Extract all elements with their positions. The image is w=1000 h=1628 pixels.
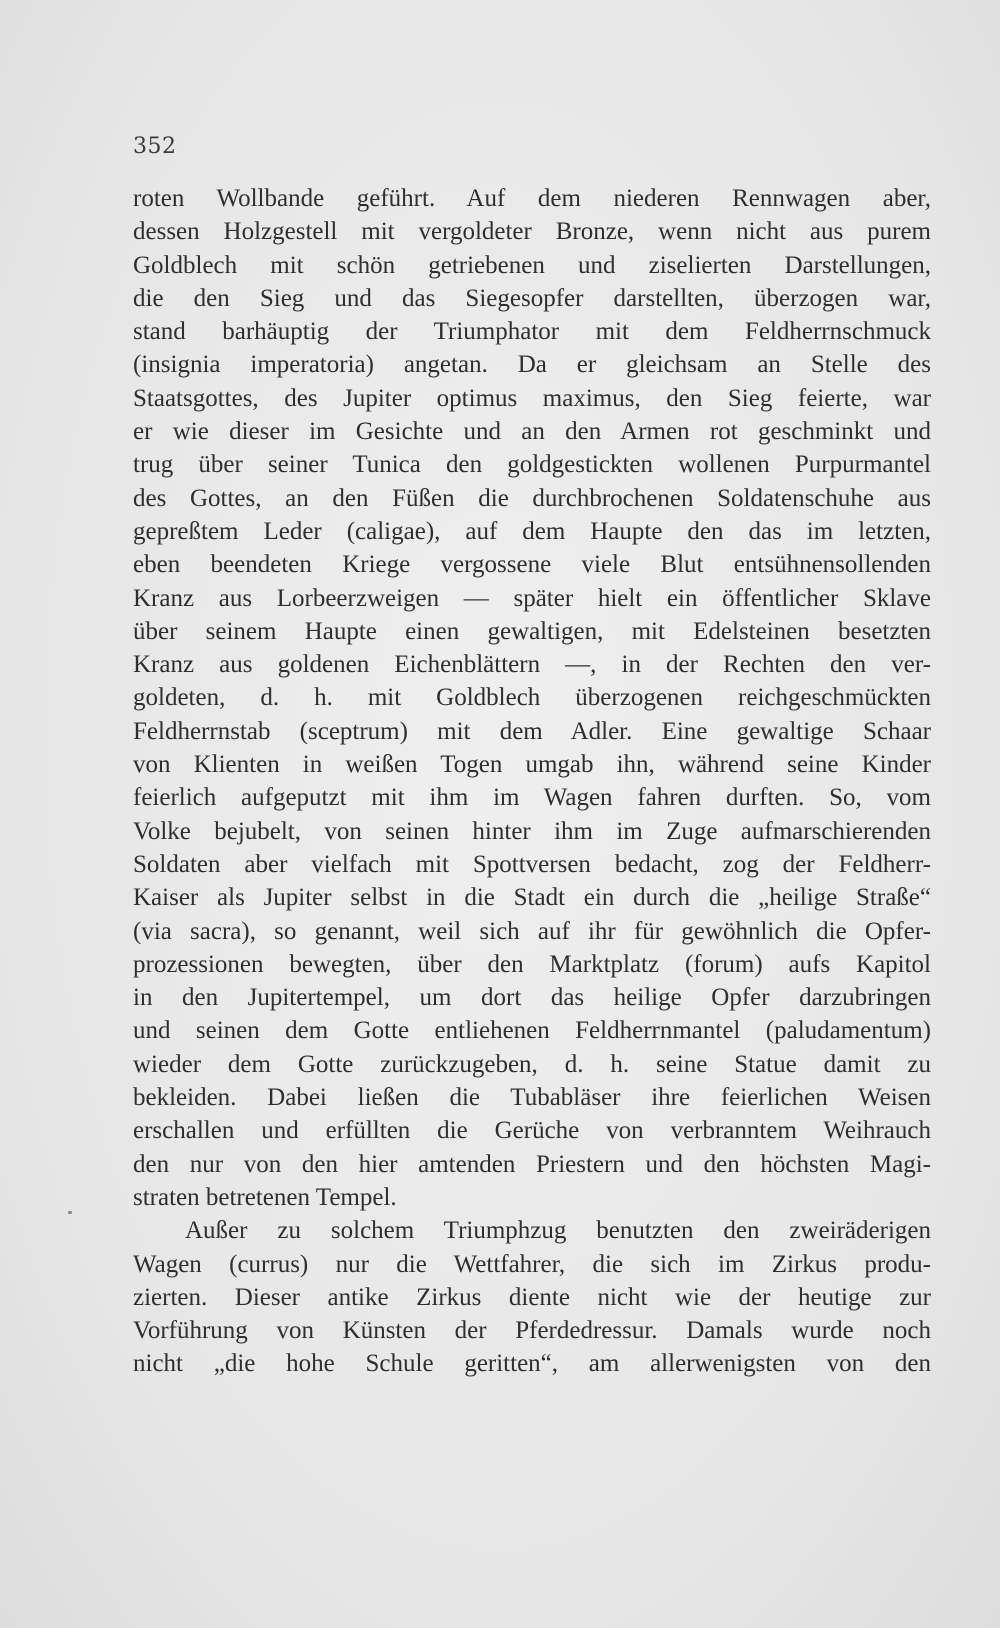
page-number: 352	[133, 134, 177, 159]
text-line: Goldblech mit schön getriebenen und ziselierten Darstellungen,	[133, 251, 931, 279]
text-line: roten Wollbande geführt. Auf dem niederen Rennwagen aber,	[133, 185, 931, 212]
text-line: er wie dieser im Gesichte und an den Armen rot geschminkt und	[133, 418, 931, 446]
text-line: in den Jupitertempel, um dort das heilige Opfer darzubringen	[133, 984, 931, 1012]
text-line: bekleiden. Dabei ließen die Tubabläser ihre feierlichen Weisen	[133, 1084, 931, 1112]
body-text	[133, 182, 931, 1381]
text-line: Soldaten aber vielfach mit Spottversen bedacht, zog der Feldherr-	[133, 850, 931, 878]
text-line: die den Sieg und das Siegesopfer darstellten, überzogen war,	[133, 284, 931, 312]
text-line: Kranz aus goldenen Eichenblättern —, in der Rechten den ver-	[133, 651, 931, 679]
text-line: des Gottes, an den Füßen die durchbrochenen Soldatenschuhe aus	[133, 484, 931, 512]
text-line: (insignia imperatoria) angetan. Da er gleichsam an Stelle des	[133, 351, 931, 379]
paragraph-end-line: straten betretenen Tempel.	[133, 1183, 397, 1211]
text-line: über seinem Haupte einen gewaltigen, mit Edelsteinen besetzten	[133, 617, 931, 645]
text-line: erschallen und erfüllten die Gerüche von verbranntem Weihrauch	[133, 1117, 931, 1145]
text-line: eben beendeten Kriege vergossene viele Blut entsühnensollenden	[133, 551, 931, 579]
text-line: goldeten, d. h. mit Goldblech überzogenen reichgeschmückten	[133, 684, 931, 712]
text-line: trug über seiner Tunica den goldgestickten wollenen Purpurmantel	[133, 451, 931, 479]
text-line: Vorführung von Künsten der Pferdedressur. Damals wurde noch	[133, 1317, 931, 1345]
text-line: Feldherrnstab (sceptrum) mit dem Adler. Eine gewaltige Schaar	[133, 717, 931, 745]
text-line: gepreßtem Leder (caligae), auf dem Haupte den das im letzten,	[133, 517, 931, 545]
text-line: Staatsgottes, des Jupiter optimus maximus, den Sieg feierte, war	[133, 384, 931, 412]
paragraph-start-line: Außer zu solchem Triumphzug benutzten den zweiräderigen	[185, 1217, 931, 1245]
text-line: wieder dem Gotte zurückzugeben, d. h. seine Statue damit zu	[133, 1050, 931, 1078]
text-line: von Klienten in weißen Togen umgab ihn, während seine Kinder	[133, 751, 931, 779]
text-line: stand barhäuptig der Triumphator mit dem Feldherrnschmuck	[133, 318, 931, 346]
text-line: Wagen (currus) nur die Wettfahrer, die sich im Zirkus produ-	[133, 1250, 931, 1278]
text-line: Volke bejubelt, von seinen hinter ihm im Zuge aufmarschierenden	[133, 817, 931, 845]
text-line: dessen Holzgestell mit vergoldeter Bronze, wenn nicht aus purem	[133, 218, 931, 246]
text-line: prozessionen bewegten, über den Marktplatz (forum) aufs Kapitol	[133, 950, 931, 978]
text-line: den nur von den hier amtenden Priestern und den höchsten Magi-	[133, 1150, 931, 1178]
text-line: Kranz aus Lorbeerzweigen — später hielt ein öffentlicher Sklave	[133, 584, 931, 612]
text-line: (via sacra), so genannt, weil sich auf ihr für gewöhnlich die Opfer-	[133, 917, 931, 945]
text-line: zierten. Dieser antike Zirkus diente nicht wie der heutige zur	[133, 1283, 931, 1311]
scan-speck	[68, 1211, 72, 1214]
text-line: Kaiser als Jupiter selbst in die Stadt ein durch die „heilige Straße“	[133, 884, 931, 912]
text-line: und seinen dem Gotte entliehenen Feldherrnmantel (paludamentum)	[133, 1017, 931, 1045]
text-line: nicht „die hohe Schule geritten“, am allerwenigsten von den	[133, 1350, 931, 1378]
text-line: feierlich aufgeputzt mit ihm im Wagen fahren durften. So, vom	[133, 784, 931, 812]
